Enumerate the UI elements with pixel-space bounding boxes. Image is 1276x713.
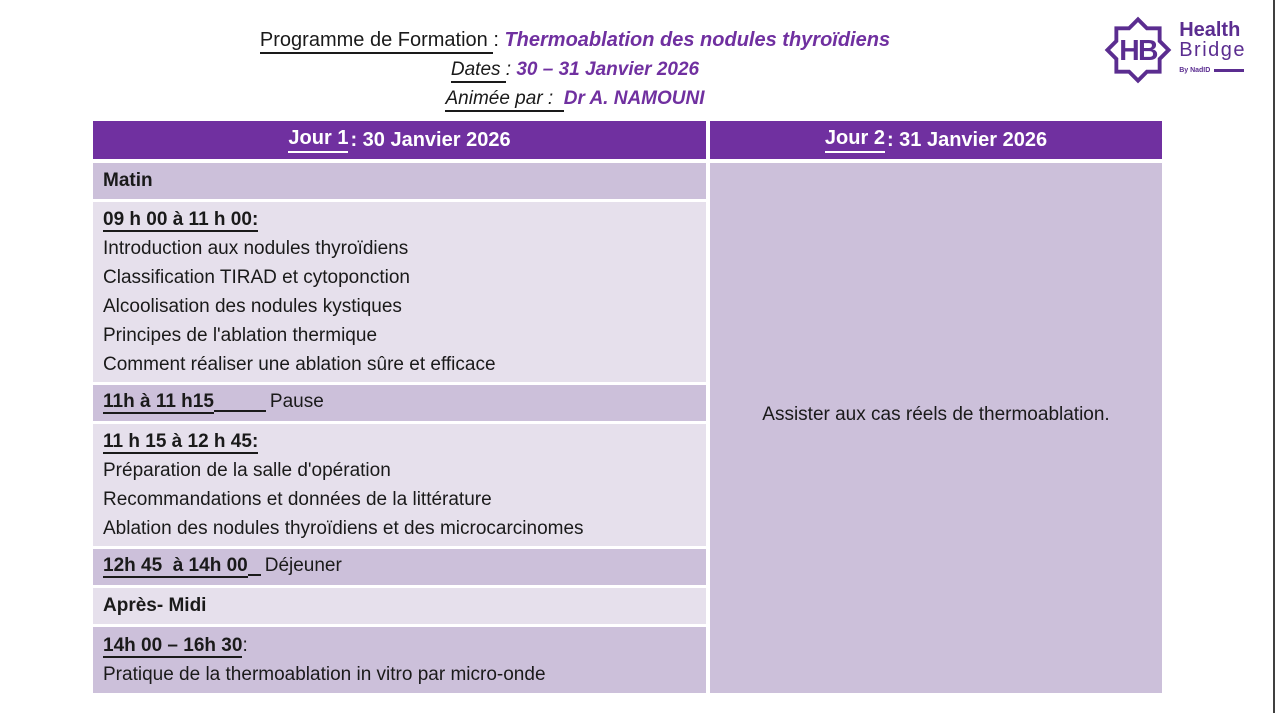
break-time: 11h à 11 h15 xyxy=(103,391,214,412)
day2-column xyxy=(710,121,1162,696)
logo-name-bottom: Bridge xyxy=(1179,38,1246,61)
row-afternoon-session xyxy=(93,627,706,693)
session-time-suffix: : xyxy=(242,635,248,656)
day2-content-cell xyxy=(710,163,1162,693)
row-matin xyxy=(93,163,706,199)
day2-header xyxy=(710,121,1162,159)
session-time: 11 h 15 à 12 h 45: xyxy=(103,431,259,452)
session-item: Préparation de la salle d'opération xyxy=(103,460,391,481)
session-time-line xyxy=(103,205,698,234)
day2-label: Jour 2 xyxy=(825,127,885,153)
program-table xyxy=(93,121,1162,696)
session-item: Principes de l'ablation thermique xyxy=(103,325,378,346)
session-time-line xyxy=(103,427,698,456)
row-late-morning-session xyxy=(93,424,706,546)
dates-value: 30 – 31 Janvier 2026 xyxy=(516,59,700,80)
animator-label: Animée par : xyxy=(445,88,563,112)
underline-extension xyxy=(214,408,266,412)
logo-monogram: HB xyxy=(1119,35,1157,68)
session-time: 09 h 00 à 11 h 00: xyxy=(103,209,259,230)
session-item: Comment réaliser une ablation sûre et efficace xyxy=(103,354,496,375)
animator-line xyxy=(0,84,1150,113)
section-label: Après- Midi xyxy=(103,595,207,616)
underline-extension xyxy=(248,572,261,576)
day2-date: : 31 Janvier 2026 xyxy=(886,128,1048,151)
day2-note: Assister aux cas réels de thermoablation. xyxy=(762,404,1110,425)
session-time-line xyxy=(103,631,698,660)
section-label: Matin xyxy=(103,170,153,191)
page-title xyxy=(0,26,1150,55)
break-label: Pause xyxy=(269,391,324,412)
logo-text xyxy=(1179,20,1246,81)
dates-line xyxy=(0,55,1150,84)
session-item: Ablation des nodules thyroïdiens et des microcarcinomes xyxy=(103,518,584,539)
animator-value: Dr A. NAMOUNI xyxy=(563,88,705,109)
healthbridge-logo xyxy=(1104,16,1246,84)
eight-point-star-icon xyxy=(1104,16,1172,84)
session-item: Introduction aux nodules thyroïdiens xyxy=(103,238,409,259)
slide-right-border xyxy=(1273,0,1275,713)
day1-date: : 30 Janvier 2026 xyxy=(350,128,511,151)
title-value: Thermoablation des nodules thyroïdiens xyxy=(504,29,891,51)
session-item: Recommandations et données de la littérature xyxy=(103,489,492,510)
session-time: 14h 00 – 16h 30 xyxy=(103,635,243,656)
logo-byline-text: By NadID xyxy=(1179,66,1211,74)
break-label: Déjeuner xyxy=(264,555,342,576)
session-item: Pratique de la thermoablation in vitro par micro-onde xyxy=(103,664,546,685)
dates-label: Dates xyxy=(451,59,506,83)
row-dejeuner xyxy=(93,549,706,585)
day1-header xyxy=(93,121,706,159)
title-label: Programme de Formation xyxy=(260,29,493,54)
logo-byline xyxy=(1179,61,1246,81)
session-item: Alcoolisation des nodules kystiques xyxy=(103,296,402,317)
session-item: Classification TIRAD et cytoponction xyxy=(103,267,410,288)
title-block xyxy=(0,26,1150,113)
dates-separator: : xyxy=(505,59,517,80)
day1-label: Jour 1 xyxy=(288,127,348,153)
break-time: 12h 45 à 14h 00 xyxy=(103,555,248,576)
title-separator: : xyxy=(493,29,505,51)
logo-byline-bar xyxy=(1214,69,1244,72)
row-morning-session xyxy=(93,202,706,382)
day1-column xyxy=(93,121,706,696)
logo-name-top: Health xyxy=(1179,18,1241,41)
row-apres-midi xyxy=(93,588,706,624)
row-pause xyxy=(93,385,706,421)
